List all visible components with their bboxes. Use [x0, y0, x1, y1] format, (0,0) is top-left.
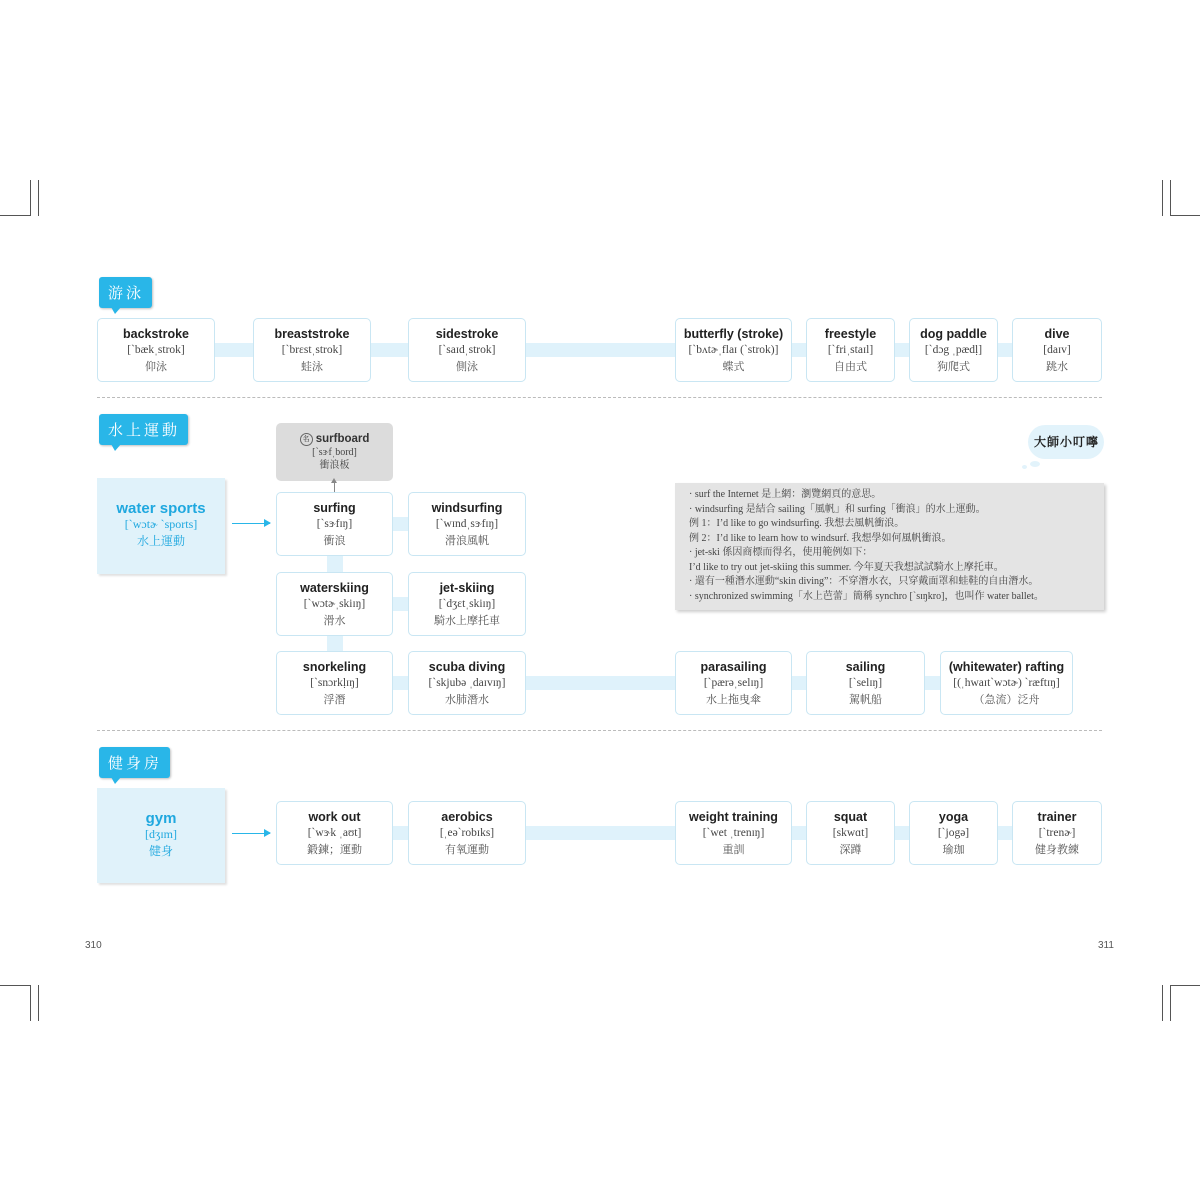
- master-tip-label: 大師小叮嚀: [1034, 435, 1100, 449]
- vocab-phonetic: [ˋwɔtɚˌskiɪŋ]: [303, 598, 366, 610]
- vocab-card-yoga: [909, 801, 998, 865]
- vocab-word: jet-skiing: [439, 581, 495, 595]
- note-line: I’d like to try out jet-skiing this summer. 今年夏天我想試試騎水上摩托車。: [689, 561, 1004, 573]
- vocab-chinese: 蝶式: [722, 360, 745, 373]
- vocab-phonetic: [ˋsɝfɪŋ]: [316, 518, 353, 530]
- vocab-card-squat: [806, 801, 895, 865]
- arrow-right-icon: [232, 833, 270, 834]
- vocab-phonetic: [ˋsnɔrkḷɪŋ]: [310, 677, 359, 689]
- vocab-word: aerobics: [441, 810, 493, 824]
- vocab-phonetic: [ˋjogə]: [937, 827, 970, 839]
- vocab-phonetic: [ˌeəˋrobɪks]: [439, 827, 495, 839]
- note-line: · jet-ski 係因商標而得名，使用範例如下：: [689, 547, 873, 558]
- note-line: · surf the Internet 是上網：瀏覽網頁的意思。: [689, 489, 882, 500]
- vocab-word: dive: [1044, 327, 1070, 341]
- note-line: · windsurfing 是結合 sailing「風帆」和 surfing「衝浪」的水上運動。: [689, 503, 986, 515]
- vocab-chinese: 瑜珈: [942, 843, 965, 856]
- vocab-word: sidestroke: [435, 327, 499, 341]
- vocab-chinese: 滑浪風帆: [445, 534, 489, 547]
- category-chinese: 水上運動: [136, 534, 185, 548]
- cloud-puff: [1030, 461, 1040, 467]
- arrow-right-icon: [232, 523, 270, 524]
- vocab-card-sidestroke: [408, 318, 526, 382]
- crop-mark: [1170, 985, 1200, 986]
- category-word: gym: [145, 810, 177, 827]
- vocab-chinese: 衝浪: [323, 534, 346, 547]
- vocab-phonetic: [ˋdʒɛtˌskiɪŋ]: [438, 598, 496, 610]
- page-number-right: 311: [1098, 940, 1114, 951]
- vocab-word: work out: [308, 810, 361, 824]
- category-chinese: 健身: [148, 844, 173, 858]
- vocab-word: sailing: [845, 660, 886, 674]
- section-tab-gym: 健身房: [99, 747, 170, 778]
- vocab-card-work-out: [276, 801, 393, 865]
- vocab-phonetic: [(ˌhwaɪtˋwɔtɚ) ˋræftɪŋ]: [953, 677, 1060, 689]
- note-line: · synchronized swimming「水上芭蕾」簡稱 synchro [ˋsɪŋkro]，也叫作 water ballet。: [689, 590, 1044, 602]
- vocab-chinese: 重訓: [722, 843, 745, 856]
- vocab-chinese: 深蹲: [839, 843, 862, 856]
- vocab-word: waterskiing: [300, 581, 369, 595]
- vocab-word: (whitewater) rafting: [948, 660, 1065, 674]
- vocab-phonetic: [ˋfriˌstaɪl]: [827, 344, 874, 356]
- vocab-chinese: 跳水: [1046, 360, 1068, 373]
- vocab-chinese: 自由式: [834, 360, 867, 373]
- vocab-phonetic: [skwɑt]: [832, 827, 869, 839]
- vocab-card-jet-skiing: [408, 572, 526, 636]
- connector-bar: [525, 676, 677, 690]
- vocab-card-dog-paddle: [909, 318, 998, 382]
- vocab-card-rafting: [940, 651, 1073, 715]
- crop-mark: [0, 215, 30, 216]
- vocab-word: parasailing: [700, 660, 767, 674]
- note-line: 例 1：I’d like to go windsurfing. 我想去風帆衝浪。: [689, 518, 905, 529]
- vocab-card-trainer: [1012, 801, 1102, 865]
- vocab-card-windsurfing: [408, 492, 526, 556]
- cloud-puff: [1022, 465, 1027, 469]
- section-tab-water-sports: 水上運動: [99, 414, 188, 445]
- vocab-word: weight training: [689, 810, 778, 824]
- vocab-chinese: 水上拖曳傘: [706, 693, 761, 706]
- note-line: 例 2：I’d like to learn how to windsurf. 我想學如何風帆衝浪。: [689, 532, 952, 544]
- vocab-word: scuba diving: [428, 660, 506, 674]
- connector-bar: [214, 343, 254, 357]
- section-tab-swimming: 游泳: [99, 277, 152, 308]
- vocab-phonetic: [ˋbʌtɚˌflaɪ (ˋstrok)]: [688, 344, 779, 356]
- vocab-card-waterskiing: [276, 572, 393, 636]
- vocab-word: dog paddle: [920, 327, 987, 341]
- vocab-phonetic: [ˋtrenɚ]: [1038, 827, 1076, 839]
- vocab-chinese: 騎水上摩托車: [434, 614, 500, 627]
- derivative-phonetic: [ˋsɝfˌbord]: [312, 447, 357, 458]
- vocab-phonetic: [ˋwɝk ˌaʊt]: [307, 827, 362, 839]
- vocab-word: backstroke: [122, 327, 189, 341]
- vocab-chinese: 健身教練: [1035, 843, 1079, 856]
- vocab-phonetic: [ˋsaɪdˌstrok]: [438, 344, 496, 356]
- derivative-box-surfboard: [276, 423, 393, 481]
- crop-mark: [30, 985, 31, 1021]
- vocab-card-weight-training: [675, 801, 792, 865]
- vocab-phonetic: [daɪv]: [1043, 344, 1071, 356]
- vocab-chinese: 有氧運動: [445, 843, 489, 856]
- master-tip-badge: [1022, 421, 1106, 469]
- derivative-word: surfboard: [315, 433, 370, 445]
- crop-mark: [38, 985, 39, 1021]
- vocab-card-surfing: [276, 492, 393, 556]
- category-word: water sports: [116, 500, 206, 517]
- arrow-up-head: [331, 478, 337, 483]
- vocab-phonetic: [ˋwet ˌtrenɪŋ]: [702, 827, 765, 839]
- connector-bar: [525, 826, 677, 840]
- crop-mark: [1162, 180, 1163, 216]
- vocab-card-sailing: [806, 651, 925, 715]
- vocab-card-breaststroke: [253, 318, 371, 382]
- connector-bar: [370, 343, 410, 357]
- crop-mark: [38, 180, 39, 216]
- connector-bar: [327, 556, 343, 573]
- vocab-card-parasailing: [675, 651, 792, 715]
- section-divider: [97, 397, 1102, 398]
- crop-mark: [1162, 985, 1163, 1021]
- category-box-water-sports: [97, 478, 225, 574]
- vocab-chinese: 狗爬式: [937, 360, 970, 373]
- category-box-gym: [97, 788, 225, 883]
- vocab-card-backstroke: [97, 318, 215, 382]
- vocab-chinese: （急流）泛舟: [973, 693, 1040, 706]
- page-number-left: 310: [85, 940, 102, 951]
- vocab-card-aerobics: [408, 801, 526, 865]
- crop-mark: [0, 985, 30, 986]
- connector-bar: [525, 343, 677, 357]
- vocab-chinese: 仰泳: [145, 360, 167, 373]
- vocab-chinese: 浮潛: [323, 693, 346, 706]
- crop-mark: [1170, 215, 1200, 216]
- vocab-card-snorkeling: [276, 651, 393, 715]
- vocab-phonetic: [ˋwɪndˌsɝfɪŋ]: [435, 518, 499, 530]
- vocab-word: windsurfing: [431, 501, 503, 515]
- crop-mark: [1170, 985, 1171, 1021]
- vocab-chinese: 側泳: [456, 360, 478, 373]
- vocab-chinese: 水肺潛水: [445, 693, 489, 706]
- vocab-phonetic: [ˋskjubə ˌdaɪvɪŋ]: [428, 677, 506, 689]
- vocab-card-butterfly: [675, 318, 792, 382]
- vocab-word: trainer: [1037, 810, 1077, 824]
- vocab-phonetic: [ˋpærəˌselɪŋ]: [703, 677, 764, 689]
- category-phonetic: [ˋwɔtɚ ˋsports]: [124, 517, 198, 531]
- vocab-phonetic: [ˋdɔg ˌpædḷ]: [924, 344, 983, 356]
- vocab-chinese: 駕帆船: [849, 693, 882, 706]
- vocab-word: surfing: [313, 501, 356, 515]
- vocab-chinese: 蛙泳: [301, 360, 323, 373]
- vocab-word: squat: [833, 810, 868, 824]
- vocab-phonetic: [ˋbrɛstˌstrok]: [281, 344, 343, 356]
- crop-mark: [1170, 180, 1171, 216]
- crop-mark: [30, 180, 31, 216]
- vocab-word: snorkeling: [302, 660, 367, 674]
- vocab-chinese: 鍛鍊；運動: [307, 843, 362, 856]
- vocab-word: breaststroke: [274, 327, 350, 341]
- vocab-card-scuba-diving: [408, 651, 526, 715]
- vocab-card-dive: [1012, 318, 1102, 382]
- category-phonetic: [dʒɪm]: [145, 827, 177, 841]
- vocab-word: butterfly (stroke): [683, 327, 784, 341]
- derivative-chinese: 衝浪板: [319, 460, 350, 471]
- vocab-chinese: 滑水: [323, 614, 346, 627]
- vocab-phonetic: [ˋbækˌstrok]: [127, 344, 185, 356]
- note-line: · 還有一種潛水運動“skin diving”：不穿潛水衣，只穿戴面罩和蛙鞋的自由潛水。: [689, 576, 1039, 587]
- section-divider: [97, 730, 1102, 731]
- vocab-card-freestyle: [806, 318, 895, 382]
- vocab-word: yoga: [938, 810, 969, 824]
- tip-note-box: [675, 483, 1104, 610]
- vocab-word: freestyle: [824, 327, 877, 341]
- noun-badge-icon: 名: [300, 433, 313, 446]
- vocab-phonetic: [ˋselɪŋ]: [848, 677, 883, 689]
